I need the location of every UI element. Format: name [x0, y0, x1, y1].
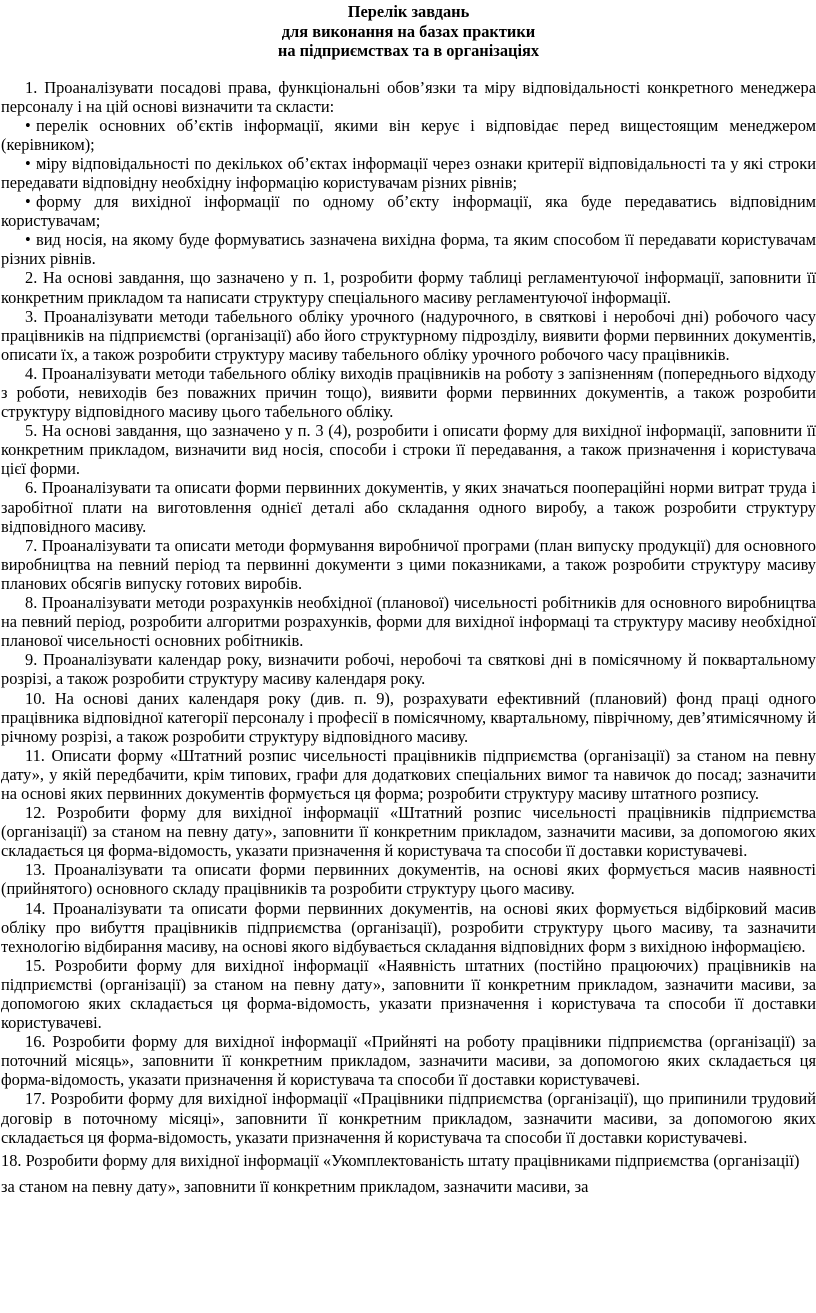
task-item-1: 1. Проаналізувати посадові права, функціональні обов’язки та міру відповідальності конкретного менеджера персоналу і на цій основі визначити та скласти:	[1, 77, 816, 116]
bullet-text: перелік основних об’єктів інформації, якими він керує і відповідає перед вищестоящим менеджером (керівником);	[1, 115, 816, 154]
bullet-icon: •	[25, 192, 31, 212]
title-line-3: на підприємствах та в організаціях	[277, 41, 540, 60]
bullet-icon: •	[25, 230, 31, 250]
bullet-icon: •	[25, 153, 31, 173]
task-item-7: 7. Проаналізувати та описати методи формування виробничої програми (план випуску продукції) для основного виробництва на певний період та первинні документи з цими показниками, а також розробити структуру масиву планових обсягів випуску готових виробів.	[1, 535, 816, 593]
task-item-6: 6. Проаналізувати та описати форми первинних документів, у яких значаться поопераційні норми витрат труда і заробітної плати на виготовлення однієї деталі або складання одного виробу, а також розробити структуру відповідного масиву.	[1, 478, 816, 536]
task-item-10: 10. На основі даних календаря року (див. п. 9), розрахувати ефективний (плановий) фонд праці одного працівника відповідної категорії персоналу і професії в помісячному, квартальному, піврічному, дев’ятимісячному й річному розрізі, а також розробити структуру відповідного масиву.	[1, 688, 816, 746]
task-item-11: 11. Описати форму «Штатний розпис чисельності працівників підприємства (організації) за станом на певну дату», у якій передбачити, крім типових, графи для додаткових спеціальних вимог та навичок до посад; зазначити на основі яких первинних документів формується ця форма; розробити структуру масиву штатного розпису.	[1, 745, 816, 803]
bullet-item	[1, 116, 816, 154]
bullet-text: форму для вихідної інформації по одному об’єкту інформації, яка буде передаватись відповідним користувачам;	[1, 192, 816, 231]
bullet-item	[1, 230, 816, 268]
bullet-text: міру відповідальності по декількох об’єктах інформації через ознаки критерії відповідальності та у які строки передавати відповідну необхідну інформацію користувачам різних рівнів;	[1, 153, 816, 192]
task-item-9: 9. Проаналізувати календар року, визначити робочі, неробочі та святкові дні в помісячному й поквартальному розрізі, а також розробити структуру масиву календаря року.	[1, 650, 816, 689]
task-item-5: 5. На основі завдання, що зазначено у п. 3 (4), розробити і описати форму для вихідної інформації, заповнити її конкретним прикладом, визначити вид носія, способи і строки її передавання, а також призначення і користувача цієї форми.	[1, 421, 816, 479]
bullet-icon: •	[25, 115, 31, 135]
title-line-2: для виконання на базах практики	[281, 21, 536, 41]
task-item-13: 13. Проаналізувати та описати форми первинних документів, на основі яких формується масив наявності (прийнятого) основного складу працівників та розробити структуру цього масиву.	[1, 860, 816, 899]
task-item-12: 12. Розробити форму для вихідної інформації «Штатний розпис чисельності працівників підприємства (організації) за станом на певну дату», заповнити її конкретним прикладом, зазначити масиви, за допомогою яких складається ця форма-відомость, указати призначення й користувача та способи її доставки користувачеві.	[1, 803, 816, 861]
title-line-1: Перелік завдань	[347, 2, 470, 21]
task-item-3: 3. Проаналізувати методи табельного обліку урочного (надурочного, в святкові і неробочі дні) робочого часу працівників на підприємстві (організації) або його структурному підрозділу, виявити форми первинних документів, описати їх, а також розробити структуру масиву табельного обліку урочного робочого часу працівників.	[1, 306, 816, 364]
bullet-item	[1, 192, 816, 230]
task-item-15: 15. Розробити форму для вихідної інформації «Наявність штатних (постійно працюючих) працівників на підприємстві (організації) за станом на певну дату», заповнити її конкретним прикладом, зазначити масиви, за допомогою яких складається ця форма-відомость, указати призначення і користувача та способи її доставки користувачеві.	[1, 955, 816, 1033]
task-item-16: 16. Розробити форму для вихідної інформації «Прийняті на роботу працівники підприємства (організації) за поточний місяць», заповнити її конкретним прикладом, зазначити масиви, за допомогою яких складається ця форма-відомость, указати призначення й користувача та способи її доставки користувачеві.	[1, 1032, 816, 1090]
task-item-8: 8. Проаналізувати методи розрахунків необхідної (планової) чисельності робітників для основного виробництва на певний період, розробити алгоритми розрахунків, форми для вихідної інформаці та структуру масиву необхідної планової чисельності основних робітників.	[1, 593, 816, 651]
document-title	[1, 0, 816, 61]
task-item-2: 2. На основі завдання, що зазначено у п. 1, розробити форму таблиці регламентуючої інформації, заповнити її конкретним прикладом та написати структуру спеціального масиву регламентуючої інформації.	[1, 268, 816, 307]
task-item-18: 18. Розробити форму для вихідної інформації «Укомплектованість штату працівниками підприємства (організації) за станом на певну дату», заповнити її конкретним прикладом, зазначити масиви, за	[1, 1150, 800, 1196]
task-item-4: 4. Проаналізувати методи табельного обліку виходів працівників на роботу з запізненням (попереднього відходу з роботи, невиходів без поважних причин тощо), виявити форми первинних документів, а також розробити структуру відповідного масиву цього табельного обліку.	[1, 363, 816, 422]
task-item-17: 17. Розробити форму для вихідної інформації «Працівники підприємства (організації), що припинили трудовий договір в поточному місяці», заповнити її конкретним прикладом, зазначити масиви, за допомогою яких складається ця форма-відомость, указати призначення й користувача та способи її доставки користувачеві.	[1, 1089, 816, 1147]
bullet-text: вид носія, на якому буде формуватись зазначена вихідна форма, та яким способом її передавати користувачам різних рівнів.	[1, 230, 816, 269]
bullet-item	[1, 154, 816, 192]
task-item-14: 14. Проаналізувати та описати форми первинних документів, на основі яких формується відбірковий масив обліку про вибуття працівників підприємства (організації), розробити структуру цього масиву, та зазначити технологію відбирання масиву, на основі якого відбувається складання відповідних форм з вихідною інформацією.	[1, 898, 816, 956]
